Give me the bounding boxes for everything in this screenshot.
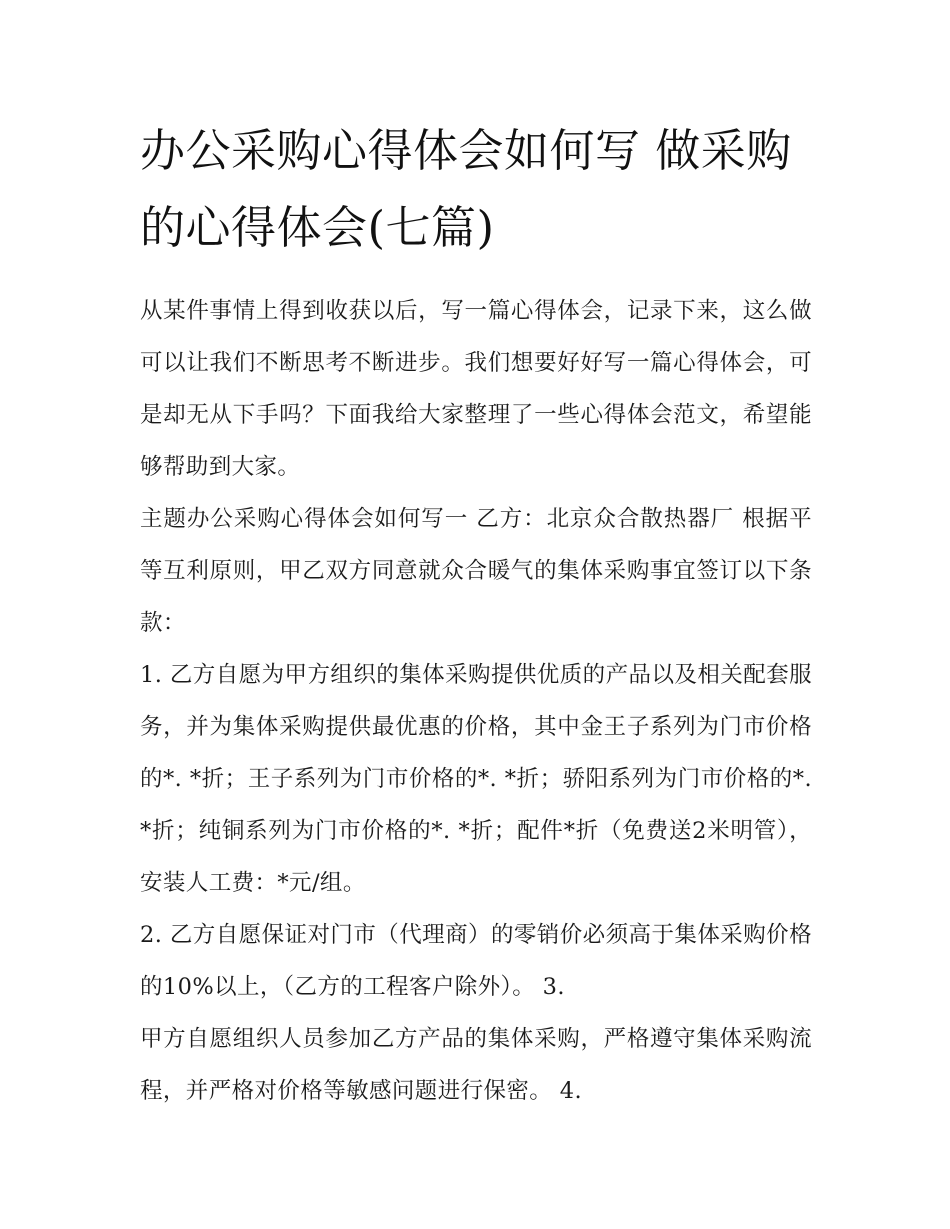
clause-3-paragraph: 甲方自愿组织人员参加乙方产品的集体采购，严格遵守集体采购流程，并严格对价格等敏感问题进行保密。 4. [140,1026,812,1104]
clause-2-paragraph: 2. 乙方自愿保证对门市（代理商）的零销价必须高于集体采购价格的10%以上，（乙方的工程客户除外）。 3. [140,922,812,1000]
intro-paragraph: 从某件事情上得到收获以后，写一篇心得体会，记录下来，这么做可以让我们不断思考不断进步。我们想要好好写一篇心得体会，可是却无从下手吗？下面我给大家整理了一些心得体会范文，希望能够帮助到大家。 [140,298,812,480]
clause-1-paragraph: 1. 乙方自愿为甲方组织的集体采购提供优质的产品以及相关配套服务，并为集体采购提供最优惠的价格，其中金王子系列为门市价格的*. *折；王子系列为门市价格的*. *折；骄阳系列为门市价格的*. *折；纯铜系列为门市价格的*. *折；配件*折（免费送2米明管），安装人工费：*元/组。 [140,662,812,896]
subject-paragraph: 主题办公采购心得体会如何写一 乙方：北京众合散热器厂 根据平等互利原则，甲乙双方同意就众合暖气的集体采购事宜签订以下条款： [140,506,812,636]
document-page [140,0,812,1117]
document-title: 办公采购心得体会如何写 做采购的心得体会(七篇) [140,124,792,254]
